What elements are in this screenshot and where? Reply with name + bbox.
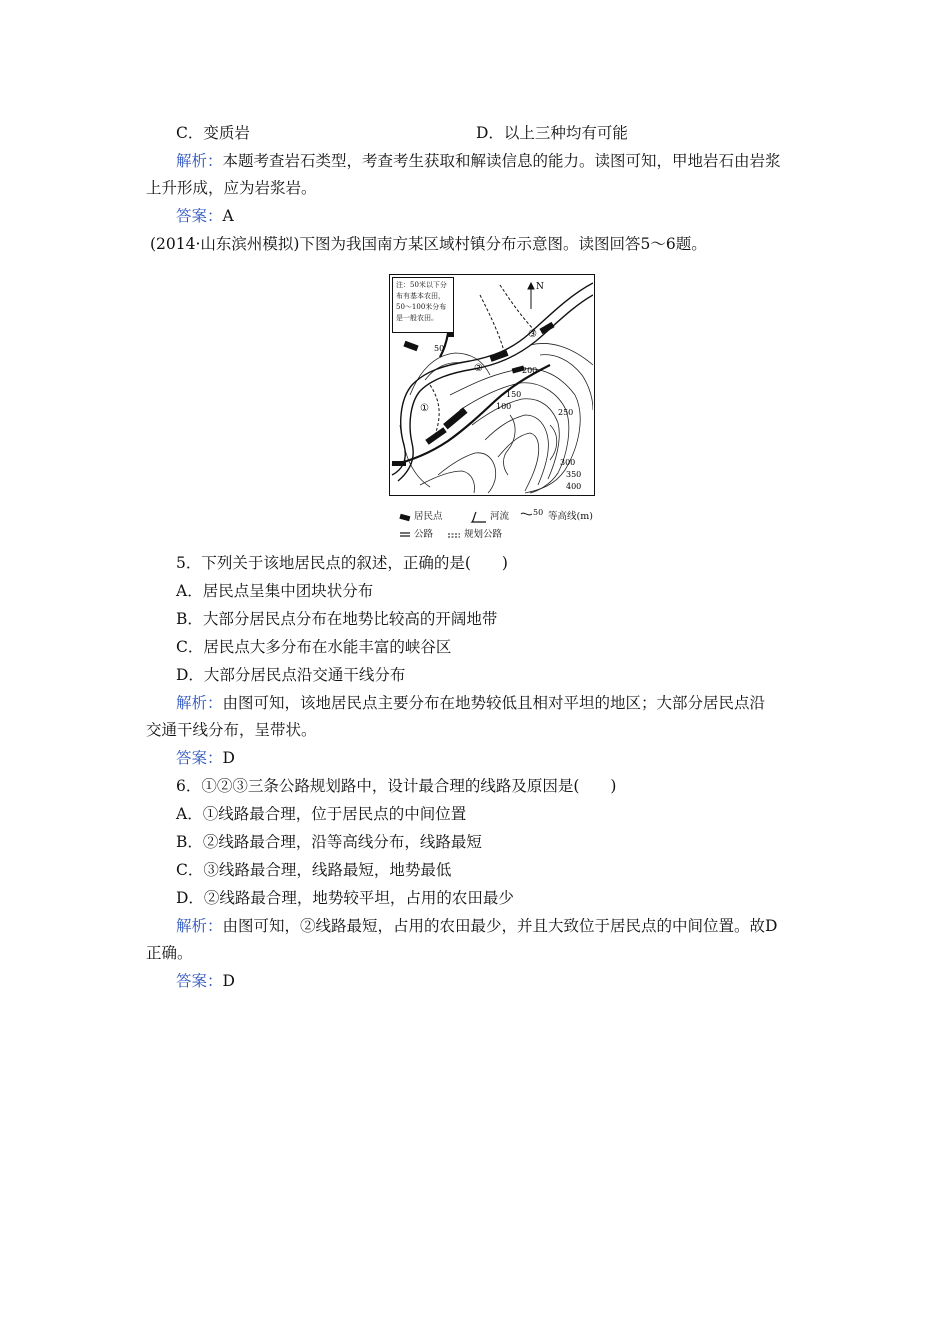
settlement-block	[443, 407, 467, 429]
planned-road	[430, 385, 439, 435]
contour-label: 250	[558, 408, 574, 417]
contour-label: 50	[434, 344, 445, 353]
contour-label: 300	[560, 458, 576, 467]
answer-label: 答案：	[176, 972, 223, 990]
analysis-label: 解析：	[176, 694, 223, 712]
q5-stem: 5．下列关于该地居民点的叙述，正确的是( )	[176, 554, 508, 572]
q6-analysis-line1	[176, 916, 777, 936]
contour-label: 100	[496, 402, 512, 411]
answer-label: 答案：	[176, 207, 223, 225]
q5-option-b: B．大部分居民点分布在地势比较高的开阔地带	[176, 610, 498, 628]
q6-stem: 6．①②③三条公路规划路中，设计最合理的线路及原因是( )	[176, 777, 617, 795]
q5-option-d: D．大部分居民点沿交通干线分布	[176, 666, 406, 684]
q6-option-a: A．①线路最合理，位于居民点的中间位置	[176, 805, 467, 823]
legend-road: 公路	[414, 529, 434, 540]
legend-river: 河流	[490, 511, 510, 522]
option-d-top: D．以上三种均有可能	[476, 124, 628, 142]
answer-value: A	[222, 207, 234, 225]
settlement-block	[392, 461, 406, 466]
q6-answer	[176, 971, 235, 991]
legend-contour-value: 50	[533, 508, 544, 517]
map-legend	[398, 510, 608, 546]
settlement-block	[403, 341, 418, 351]
q4-analysis-line2: 上升形成，应为岩浆岩。	[146, 179, 317, 197]
legend-settlement: 居民点	[414, 511, 443, 522]
north-arrow-head	[528, 283, 534, 289]
contour-label: 150	[506, 390, 522, 399]
q6-analysis-line2: 正确。	[146, 944, 193, 962]
q4-analysis-line1	[176, 151, 781, 171]
q6-option-b: B．②线路最合理，沿等高线分布，线路最短	[176, 833, 482, 851]
planned-road	[480, 295, 505, 355]
contour-label: 200	[522, 366, 538, 375]
route-label-1: ①	[420, 403, 429, 414]
q4-analysis-text: 本题考查岩石类型，考查考生获取和解读信息的能力。读图可知，甲地岩石由岩浆	[222, 152, 781, 170]
contour-label: 400	[566, 482, 582, 491]
route-label-2: ②	[474, 363, 483, 374]
q6-analysis-text: 由图可知，②线路最短，占用的农田最少，并且大致位于居民点的中间位置。故D	[222, 917, 778, 935]
map-note: 注：50米以下分布有基本农田，50～100米分布是一般农田。	[392, 277, 454, 333]
contour-line	[420, 471, 475, 493]
answer-value: D	[222, 749, 235, 767]
analysis-label: 解析：	[176, 152, 223, 170]
north-label: N	[536, 282, 544, 292]
contour-line	[498, 433, 539, 491]
q4-answer	[176, 206, 234, 226]
contour-legend-icon	[521, 513, 532, 515]
river-legend-icon	[472, 512, 486, 522]
q6-option-c: C．③线路最合理，线路最短，地势最低	[176, 861, 452, 879]
route-label-3: ③	[528, 329, 537, 340]
q6-option-d: D．②线路最合理，地势较平坦，占用的农田最少	[176, 889, 514, 907]
contour-line	[540, 355, 593, 410]
q5-option-c: C．居民点大多分布在水能丰富的峡谷区	[176, 638, 452, 656]
q5-answer	[176, 748, 235, 768]
q5-analysis-line2: 交通干线分布，呈带状。	[146, 721, 317, 739]
analysis-label: 解析：	[176, 917, 223, 935]
q5-option-a: A．居民点呈集中团块状分布	[176, 582, 374, 600]
settlement-block	[425, 427, 446, 445]
answer-value: D	[222, 972, 235, 990]
planned-road	[500, 285, 535, 331]
q5-analysis-line1	[176, 693, 765, 713]
option-c-top: C．变质岩	[176, 124, 250, 142]
contour-line	[550, 425, 557, 460]
contour-label: 350	[566, 470, 582, 479]
legend-contour: 等高线(m)	[548, 511, 593, 522]
legend-planned-road: 规划公路	[464, 529, 503, 540]
q5-analysis-text: 由图可知，该地居民点主要分布在地势较低且相对平坦的地区；大部分居民点沿	[222, 694, 766, 712]
settlement-legend-icon	[399, 514, 410, 521]
intro-text: (2014·山东滨州模拟)下图为我国南方某区域村镇分布示意图。读图回答5～6题。	[150, 235, 707, 253]
settlement-map-figure	[389, 274, 595, 496]
answer-label: 答案：	[176, 749, 223, 767]
contour-line	[530, 343, 593, 365]
